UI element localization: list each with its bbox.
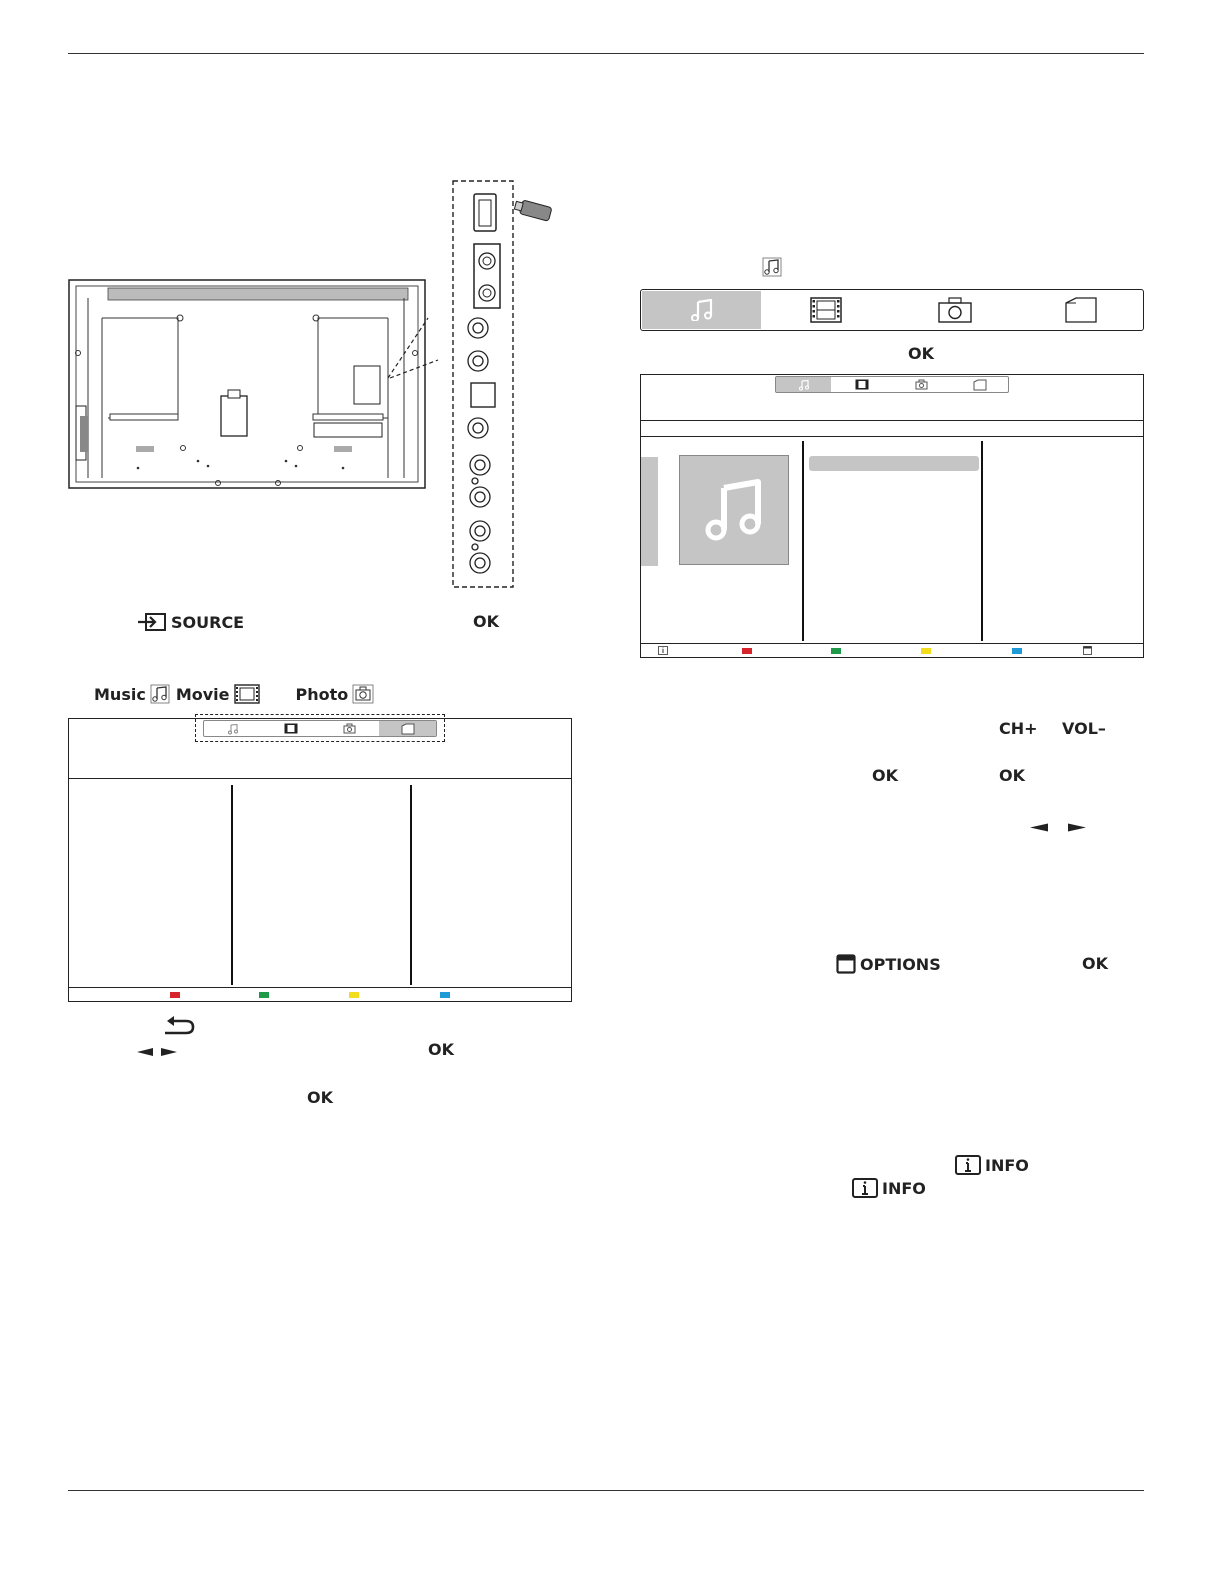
left-right-arrows-icon bbox=[137, 1047, 177, 1057]
list-scroll-strip[interactable] bbox=[641, 457, 658, 566]
tab-folder[interactable] bbox=[951, 377, 1008, 392]
tab-bar bbox=[775, 376, 1009, 393]
camera-icon bbox=[938, 297, 972, 323]
tab-photo[interactable] bbox=[892, 377, 950, 392]
ok-key-7: OK bbox=[1082, 954, 1108, 973]
ok-key-5: OK bbox=[872, 766, 898, 785]
footer-separator bbox=[69, 987, 571, 988]
ok-key-6: OK bbox=[999, 766, 1025, 785]
tab-photo[interactable] bbox=[320, 721, 378, 736]
red-button-indicator bbox=[742, 648, 752, 654]
info-icon bbox=[955, 1155, 981, 1175]
film-strip-icon bbox=[284, 723, 298, 734]
browser-screen-folder bbox=[68, 718, 572, 1002]
footer-separator bbox=[641, 643, 1143, 644]
folder-icon bbox=[973, 379, 987, 391]
camera-icon bbox=[352, 684, 374, 704]
ch-plus-key: CH+ bbox=[999, 719, 1038, 738]
header-separator-2 bbox=[641, 436, 1143, 437]
tab-bar bbox=[203, 720, 437, 737]
info-icon bbox=[852, 1178, 878, 1198]
ok-key-2: OK bbox=[428, 1040, 454, 1059]
info-icon bbox=[658, 646, 668, 655]
tv-rear-illustration bbox=[68, 178, 568, 590]
tab-music-large[interactable] bbox=[642, 291, 761, 329]
film-strip-icon bbox=[855, 379, 869, 390]
ok-key-1: OK bbox=[473, 612, 499, 631]
options-key-label: OPTIONS bbox=[860, 954, 941, 974]
green-button-indicator bbox=[831, 648, 841, 654]
tab-folder[interactable] bbox=[379, 721, 436, 736]
yellow-button-indicator bbox=[921, 648, 931, 654]
music-note-icon bbox=[798, 379, 810, 391]
tab-music[interactable] bbox=[204, 721, 262, 736]
column-divider-2 bbox=[410, 785, 412, 985]
tab-movie-large[interactable] bbox=[766, 290, 886, 330]
ok-key-4: OK bbox=[908, 344, 934, 363]
folder-icon bbox=[1065, 297, 1097, 323]
right-arrow-icon bbox=[1068, 823, 1086, 832]
music-note-icon bbox=[227, 723, 239, 735]
film-strip-icon bbox=[810, 297, 842, 323]
music-note-icon bbox=[150, 684, 170, 704]
tab-music[interactable] bbox=[776, 377, 831, 392]
selected-list-row[interactable] bbox=[809, 456, 979, 471]
options-icon bbox=[1083, 646, 1092, 655]
info-key-1 bbox=[955, 1155, 1029, 1175]
red-button-indicator bbox=[170, 992, 180, 998]
column-divider-1 bbox=[231, 785, 233, 985]
options-icon bbox=[836, 954, 856, 974]
header-separator bbox=[69, 778, 571, 779]
media-legend bbox=[94, 684, 374, 704]
ok-key-3: OK bbox=[307, 1088, 333, 1107]
info-key-2 bbox=[852, 1178, 926, 1198]
tab-photo-large[interactable] bbox=[893, 290, 1017, 330]
browser-screen-music bbox=[640, 374, 1144, 658]
source-input-icon bbox=[137, 612, 167, 632]
camera-icon bbox=[915, 379, 928, 390]
options-key bbox=[836, 954, 941, 974]
tab-folder-large[interactable] bbox=[1019, 290, 1143, 330]
tab-movie[interactable] bbox=[833, 377, 891, 392]
blue-button-indicator bbox=[1012, 648, 1022, 654]
column-divider-1 bbox=[802, 441, 804, 641]
info-key-label: INFO bbox=[985, 1155, 1029, 1175]
camera-icon bbox=[343, 723, 356, 734]
yellow-button-indicator bbox=[349, 992, 359, 998]
legend-movie-label: Movie bbox=[175, 684, 230, 704]
large-tab-bar bbox=[640, 289, 1144, 331]
folder-icon bbox=[401, 723, 415, 735]
header-rule bbox=[68, 53, 1144, 54]
source-key bbox=[137, 612, 244, 632]
footer-rule bbox=[68, 1490, 1144, 1491]
vol-minus-key: VOL– bbox=[1062, 719, 1106, 738]
legend-music-label: Music bbox=[94, 684, 146, 704]
source-key-label: SOURCE bbox=[171, 612, 245, 632]
blue-button-indicator bbox=[440, 992, 450, 998]
green-button-indicator bbox=[259, 992, 269, 998]
left-arrow-icon bbox=[1030, 823, 1048, 832]
music-note-icon bbox=[702, 478, 766, 542]
column-divider-2 bbox=[981, 441, 983, 641]
back-icon bbox=[162, 1016, 196, 1038]
info-key-label: INFO bbox=[882, 1178, 926, 1198]
album-art-thumbnail bbox=[679, 455, 789, 565]
music-note-icon bbox=[690, 299, 714, 321]
header-separator bbox=[641, 420, 1143, 421]
film-strip-icon bbox=[234, 684, 260, 704]
music-note-icon bbox=[762, 257, 782, 277]
tab-movie[interactable] bbox=[262, 721, 320, 736]
legend-photo-label: Photo bbox=[295, 684, 349, 704]
